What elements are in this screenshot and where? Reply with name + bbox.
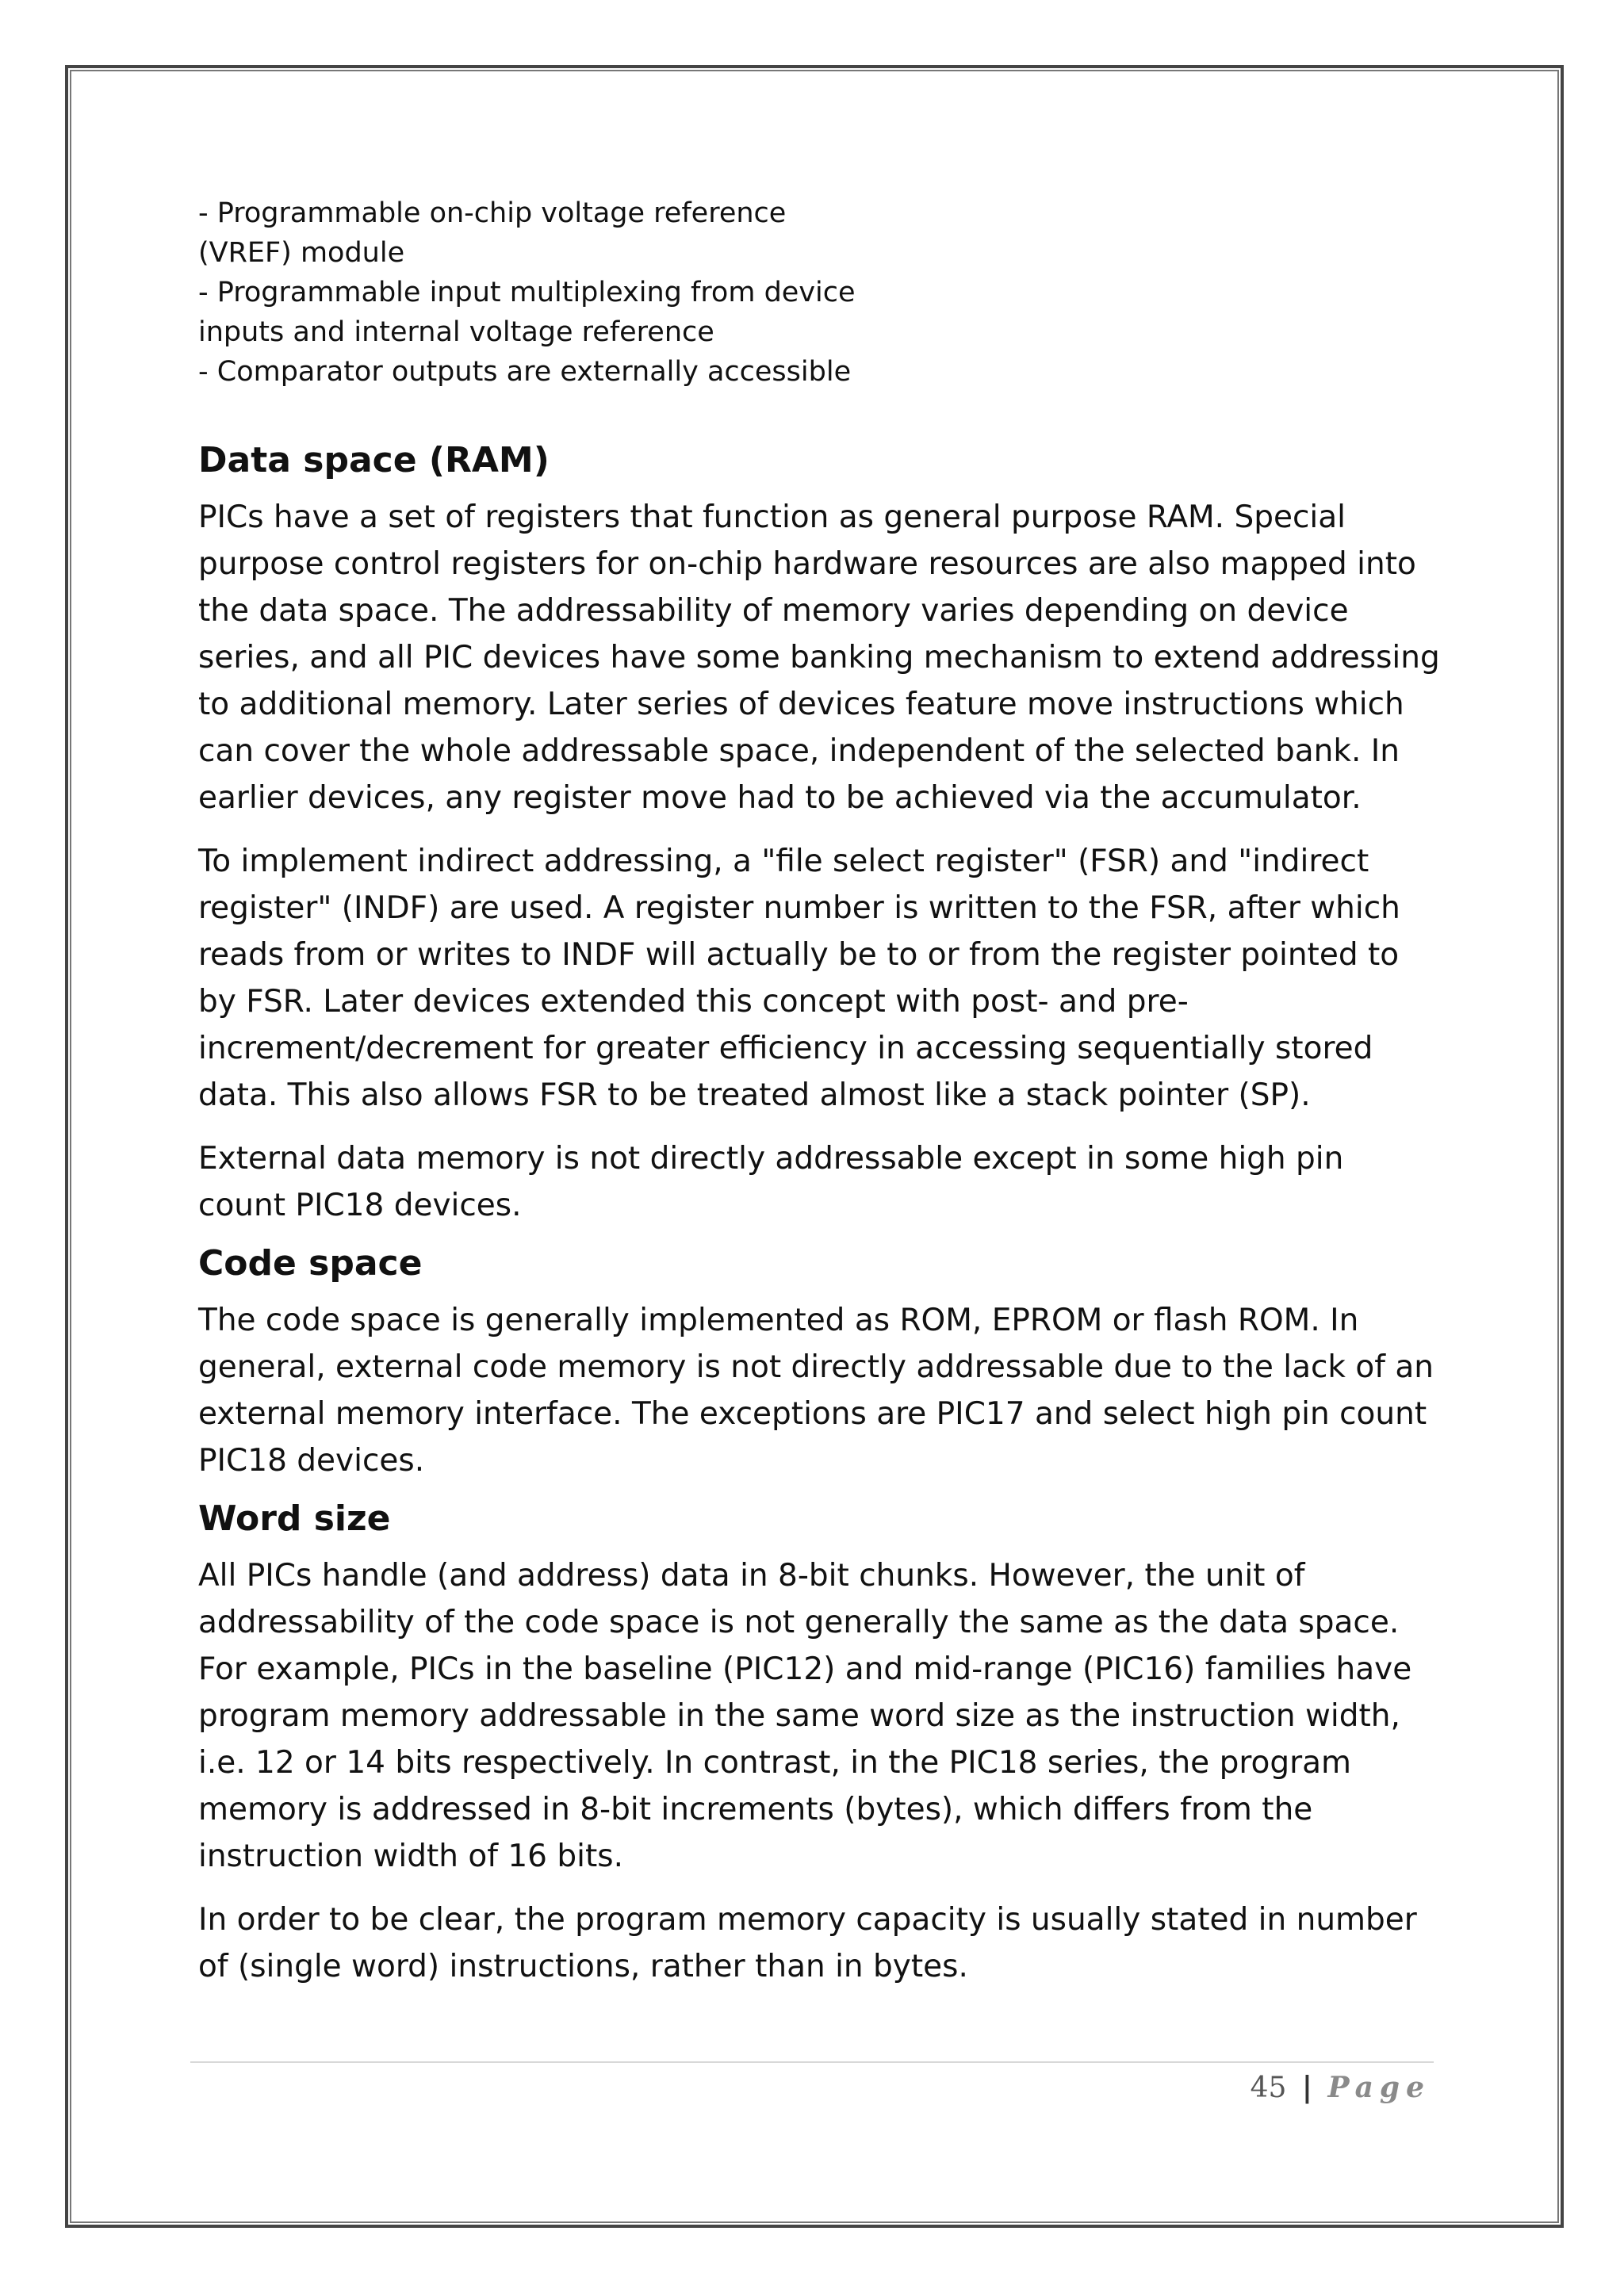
feature-list [198, 193, 1451, 392]
text-line: general, external code memory is not directly addressable due to the lack of an [198, 1349, 1434, 1385]
text-line: To implement indirect addressing, a "file select register" (FSR) and "indirect [198, 844, 1369, 879]
list-item: - Comparator outputs are externally accessible [198, 356, 852, 388]
list-item: inputs and internal voltage reference [198, 316, 714, 348]
paragraph-word-size-1 [198, 1552, 1451, 1880]
section-heading-code-space: Code space [198, 1243, 423, 1284]
text-line: PIC18 devices. [198, 1443, 425, 1479]
paragraph-code-space-1 [198, 1297, 1451, 1484]
text-line: External data memory is not directly addressable except in some high pin [198, 1141, 1344, 1177]
text-line: instruction width of 16 bits. [198, 1839, 623, 1874]
text-line: register" (INDF) are used. A register number is written to the FSR, after which [198, 890, 1400, 926]
list-item: - Programmable input multiplexing from device [198, 277, 856, 308]
text-line: increment/decrement for greater efficiency in accessing sequentially stored [198, 1031, 1373, 1066]
paragraph-word-size-2 [198, 1896, 1451, 1990]
text-line: purpose control registers for on-chip hardware resources are also mapped into [198, 546, 1416, 582]
text-line: All PICs handle (and address) data in 8-bit chunks. However, the unit of [198, 1558, 1305, 1594]
footer-divider [190, 2061, 1434, 2063]
text-line: series, and all PIC devices have some banking mechanism to extend addressing [198, 640, 1440, 675]
text-line: earlier devices, any register move had to be achieved via the accumulator. [198, 780, 1362, 816]
page-number: 45 [1250, 2072, 1287, 2104]
text-line: The code space is generally implemented as ROM, EPROM or flash ROM. In [198, 1303, 1359, 1338]
paragraph-data-space-1 [198, 494, 1451, 821]
text-line: can cover the whole addressable space, independent of the selected bank. In [198, 733, 1400, 769]
text-line: For example, PICs in the baseline (PIC12) and mid-range (PIC16) families have [198, 1651, 1412, 1687]
text-line: program memory addressable in the same word size as the instruction width, [198, 1698, 1400, 1734]
text-line: In order to be clear, the program memory capacity is usually stated in number [198, 1902, 1417, 1938]
text-line: i.e. 12 or 14 bits respectively. In contrast, in the PIC18 series, the program [198, 1745, 1352, 1781]
section-heading-data-space: Data space (RAM) [198, 440, 550, 480]
list-item: - Programmable on-chip voltage reference [198, 197, 787, 229]
page-content [198, 193, 1451, 1990]
page-footer [1251, 2069, 1431, 2107]
text-line: the data space. The addressability of memory varies depending on device [198, 593, 1349, 629]
text-line: memory is addressed in 8-bit increments (bytes), which differs from the [198, 1792, 1313, 1827]
text-line: PICs have a set of registers that function as general purpose RAM. Special [198, 499, 1346, 535]
text-line: count PIC18 devices. [198, 1188, 522, 1223]
text-line: of (single word) instructions, rather than in bytes. [198, 1949, 968, 1984]
text-line: by FSR. Later devices extended this concept with post- and pre- [198, 984, 1189, 1020]
list-item: (VREF) module [198, 237, 405, 269]
section-heading-word-size: Word size [198, 1498, 391, 1539]
page-label: Page [1327, 2071, 1431, 2104]
text-line: addressability of the code space is not generally the same as the data space. [198, 1605, 1400, 1640]
text-line: to additional memory. Later series of devices feature move instructions which [198, 687, 1404, 722]
paragraph-data-space-3 [198, 1135, 1451, 1229]
text-line: data. This also allows FSR to be treated almost like a stack pointer (SP). [198, 1077, 1311, 1113]
footer-separator: | [1301, 2071, 1313, 2104]
text-line: external memory interface. The exceptions are PIC17 and select high pin count [198, 1396, 1427, 1432]
paragraph-data-space-2 [198, 838, 1451, 1119]
text-line: reads from or writes to INDF will actually be to or from the register pointed to [198, 937, 1400, 973]
